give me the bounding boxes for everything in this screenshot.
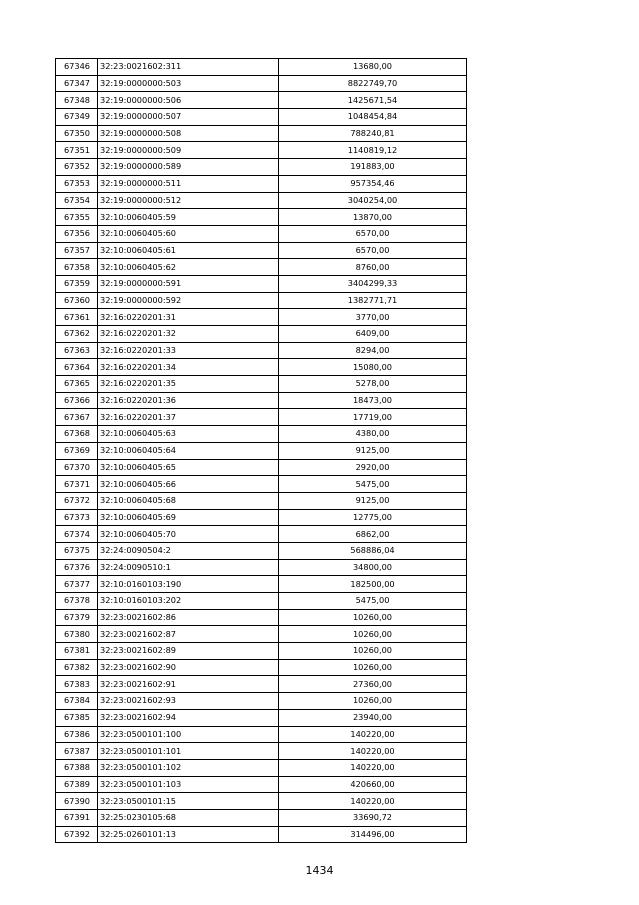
row-number-cell: 67388: [56, 759, 98, 776]
cadastral-value-cell: 957354,46: [279, 175, 467, 192]
cadastral-value-cell: 10260,00: [279, 643, 467, 660]
cadastral-value-cell: 8294,00: [279, 342, 467, 359]
table-row: [56, 576, 467, 593]
cadastral-value-cell: 10260,00: [279, 693, 467, 710]
cadastral-value-cell: 2920,00: [279, 459, 467, 476]
table-row: [56, 92, 467, 109]
table-row: [56, 442, 467, 459]
row-number-cell: 67356: [56, 225, 98, 242]
cadastral-value-cell: 420660,00: [279, 776, 467, 793]
cadastral-number-cell: 32:19:0000000:592: [98, 292, 279, 309]
table-row: [56, 659, 467, 676]
cadastral-number-cell: 32:16:0220201:35: [98, 376, 279, 393]
row-number-cell: 67354: [56, 192, 98, 209]
row-number-cell: 67364: [56, 359, 98, 376]
table-row: [56, 476, 467, 493]
cadastral-number-cell: 32:25:0260101:13: [98, 826, 279, 843]
row-number-cell: 67358: [56, 259, 98, 276]
cadastral-value-cell: 13870,00: [279, 209, 467, 226]
cadastral-value-cell: 568886,04: [279, 542, 467, 559]
cadastral-number-cell: 32:10:0060405:66: [98, 476, 279, 493]
table-row: [56, 759, 467, 776]
cadastral-value-cell: 15080,00: [279, 359, 467, 376]
row-number-cell: 67367: [56, 409, 98, 426]
table-row: [56, 809, 467, 826]
cadastral-number-cell: 32:16:0220201:37: [98, 409, 279, 426]
cadastral-number-cell: 32:10:0060405:70: [98, 526, 279, 543]
cadastral-value-cell: 23940,00: [279, 709, 467, 726]
table-row: [56, 492, 467, 509]
cadastral-value-cell: 10260,00: [279, 626, 467, 643]
table-body: [56, 59, 467, 843]
cadastral-number-cell: 32:10:0060405:61: [98, 242, 279, 259]
row-number-cell: 67346: [56, 59, 98, 76]
cadastral-number-cell: 32:19:0000000:503: [98, 75, 279, 92]
row-number-cell: 67368: [56, 426, 98, 443]
cadastral-value-cell: 10260,00: [279, 659, 467, 676]
cadastral-number-cell: 32:23:0021602:93: [98, 693, 279, 710]
row-number-cell: 67370: [56, 459, 98, 476]
cadastral-value-cell: 1140819,12: [279, 142, 467, 159]
row-number-cell: 67372: [56, 492, 98, 509]
cadastral-number-cell: 32:23:0021602:86: [98, 609, 279, 626]
table-row: [56, 609, 467, 626]
table-row: [56, 125, 467, 142]
cadastral-number-cell: 32:19:0000000:507: [98, 109, 279, 126]
cadastral-number-cell: 32:23:0021602:91: [98, 676, 279, 693]
table-row: [56, 676, 467, 693]
table-row: [56, 175, 467, 192]
cadastral-value-cell: 12775,00: [279, 509, 467, 526]
table-row: [56, 776, 467, 793]
cadastral-number-cell: 32:10:0060405:62: [98, 259, 279, 276]
table-row: [56, 192, 467, 209]
table-row: [56, 526, 467, 543]
table-row: [56, 259, 467, 276]
cadastral-value-cell: 8760,00: [279, 259, 467, 276]
cadastral-number-cell: 32:23:0021602:89: [98, 643, 279, 660]
cadastral-number-cell: 32:10:0060405:68: [98, 492, 279, 509]
table-row: [56, 109, 467, 126]
cadastral-value-cell: 140220,00: [279, 726, 467, 743]
row-number-cell: 67375: [56, 542, 98, 559]
table-row: [56, 292, 467, 309]
cadastral-number-cell: 32:23:0500101:100: [98, 726, 279, 743]
row-number-cell: 67390: [56, 793, 98, 810]
cadastral-value-cell: 1048454,84: [279, 109, 467, 126]
cadastral-value-cell: 5475,00: [279, 476, 467, 493]
cadastral-value-cell: 10260,00: [279, 609, 467, 626]
cadastral-number-cell: 32:16:0220201:36: [98, 392, 279, 409]
row-number-cell: 67353: [56, 175, 98, 192]
row-number-cell: 67352: [56, 159, 98, 176]
table-row: [56, 593, 467, 610]
cadastral-value-cell: 34800,00: [279, 559, 467, 576]
cadastral-value-table: [55, 58, 467, 843]
table-row: [56, 793, 467, 810]
cadastral-value-cell: 140220,00: [279, 793, 467, 810]
row-number-cell: 67369: [56, 442, 98, 459]
cadastral-number-cell: 32:10:0060405:64: [98, 442, 279, 459]
table-row: [56, 159, 467, 176]
row-number-cell: 67386: [56, 726, 98, 743]
row-number-cell: 67349: [56, 109, 98, 126]
cadastral-number-cell: 32:10:0060405:59: [98, 209, 279, 226]
table-row: [56, 559, 467, 576]
cadastral-number-cell: 32:10:0060405:60: [98, 225, 279, 242]
cadastral-value-cell: 5475,00: [279, 593, 467, 610]
cadastral-number-cell: 32:23:0500101:103: [98, 776, 279, 793]
row-number-cell: 67385: [56, 709, 98, 726]
row-number-cell: 67359: [56, 275, 98, 292]
cadastral-value-cell: 3040254,00: [279, 192, 467, 209]
table-row: [56, 309, 467, 326]
table-row: [56, 459, 467, 476]
cadastral-value-cell: 6862,00: [279, 526, 467, 543]
cadastral-number-cell: 32:23:0500101:101: [98, 743, 279, 760]
cadastral-number-cell: 32:16:0220201:32: [98, 326, 279, 343]
cadastral-number-cell: 32:10:0060405:63: [98, 426, 279, 443]
table-row: [56, 426, 467, 443]
cadastral-value-cell: 8822749,70: [279, 75, 467, 92]
table-row: [56, 359, 467, 376]
table-row: [56, 225, 467, 242]
cadastral-number-cell: 32:19:0000000:509: [98, 142, 279, 159]
cadastral-number-cell: 32:23:0021602:90: [98, 659, 279, 676]
table-row: [56, 709, 467, 726]
cadastral-value-cell: 4380,00: [279, 426, 467, 443]
row-number-cell: 67374: [56, 526, 98, 543]
row-number-cell: 67377: [56, 576, 98, 593]
row-number-cell: 67376: [56, 559, 98, 576]
table-row: [56, 826, 467, 843]
table-row: [56, 326, 467, 343]
row-number-cell: 67391: [56, 809, 98, 826]
row-number-cell: 67382: [56, 659, 98, 676]
row-number-cell: 67384: [56, 693, 98, 710]
cadastral-number-cell: 32:10:0060405:69: [98, 509, 279, 526]
row-number-cell: 67360: [56, 292, 98, 309]
cadastral-value-cell: 13680,00: [279, 59, 467, 76]
table-row: [56, 626, 467, 643]
row-number-cell: 67347: [56, 75, 98, 92]
cadastral-number-cell: 32:19:0000000:512: [98, 192, 279, 209]
row-number-cell: 67361: [56, 309, 98, 326]
table-row: [56, 376, 467, 393]
cadastral-number-cell: 32:19:0000000:508: [98, 125, 279, 142]
table-row: [56, 209, 467, 226]
table-row: [56, 275, 467, 292]
cadastral-value-cell: 17719,00: [279, 409, 467, 426]
cadastral-number-cell: 32:23:0500101:15: [98, 793, 279, 810]
cadastral-value-cell: 3770,00: [279, 309, 467, 326]
cadastral-number-cell: 32:24:0090510:1: [98, 559, 279, 576]
cadastral-number-cell: 32:16:0220201:34: [98, 359, 279, 376]
page-number: 1434: [305, 864, 334, 877]
row-number-cell: 67355: [56, 209, 98, 226]
row-number-cell: 67371: [56, 476, 98, 493]
cadastral-number-cell: 32:23:0021602:94: [98, 709, 279, 726]
row-number-cell: 67373: [56, 509, 98, 526]
cadastral-value-cell: 6570,00: [279, 242, 467, 259]
table-row: [56, 142, 467, 159]
cadastral-number-cell: 32:19:0000000:506: [98, 92, 279, 109]
row-number-cell: 67363: [56, 342, 98, 359]
cadastral-value-cell: 788240,81: [279, 125, 467, 142]
row-number-cell: 67380: [56, 626, 98, 643]
cadastral-number-cell: 32:10:0060405:65: [98, 459, 279, 476]
cadastral-value-cell: 3404299,33: [279, 275, 467, 292]
cadastral-value-cell: 9125,00: [279, 492, 467, 509]
cadastral-value-cell: 6409,00: [279, 326, 467, 343]
cadastral-number-cell: 32:16:0220201:33: [98, 342, 279, 359]
cadastral-number-cell: 32:16:0220201:31: [98, 309, 279, 326]
table-row: [56, 693, 467, 710]
cadastral-value-cell: 18473,00: [279, 392, 467, 409]
cadastral-value-cell: 1425671,54: [279, 92, 467, 109]
cadastral-value-cell: 9125,00: [279, 442, 467, 459]
row-number-cell: 67383: [56, 676, 98, 693]
table-row: [56, 242, 467, 259]
row-number-cell: 67381: [56, 643, 98, 660]
table-row: [56, 342, 467, 359]
cadastral-number-cell: 32:19:0000000:511: [98, 175, 279, 192]
cadastral-number-cell: 32:19:0000000:591: [98, 275, 279, 292]
row-number-cell: 67348: [56, 92, 98, 109]
table-row: [56, 392, 467, 409]
table-row: [56, 75, 467, 92]
table-row: [56, 542, 467, 559]
row-number-cell: 67351: [56, 142, 98, 159]
row-number-cell: 67379: [56, 609, 98, 626]
cadastral-value-cell: 191883,00: [279, 159, 467, 176]
row-number-cell: 67392: [56, 826, 98, 843]
table-row: [56, 509, 467, 526]
table-row: [56, 743, 467, 760]
cadastral-value-cell: 27360,00: [279, 676, 467, 693]
row-number-cell: 67362: [56, 326, 98, 343]
cadastral-value-cell: 140220,00: [279, 759, 467, 776]
cadastral-number-cell: 32:23:0021602:311: [98, 59, 279, 76]
cadastral-number-cell: 32:10:0160103:202: [98, 593, 279, 610]
cadastral-number-cell: 32:23:0500101:102: [98, 759, 279, 776]
cadastral-value-cell: 33690,72: [279, 809, 467, 826]
cadastral-number-cell: 32:24:0090504:2: [98, 542, 279, 559]
cadastral-value-cell: 182500,00: [279, 576, 467, 593]
cadastral-number-cell: 32:25:0230105:68: [98, 809, 279, 826]
row-number-cell: 67365: [56, 376, 98, 393]
row-number-cell: 67350: [56, 125, 98, 142]
row-number-cell: 67378: [56, 593, 98, 610]
row-number-cell: 67366: [56, 392, 98, 409]
table-row: [56, 59, 467, 76]
cadastral-number-cell: 32:23:0021602:87: [98, 626, 279, 643]
row-number-cell: 67389: [56, 776, 98, 793]
table-row: [56, 643, 467, 660]
cadastral-number-cell: 32:10:0160103:190: [98, 576, 279, 593]
table-row: [56, 726, 467, 743]
row-number-cell: 67357: [56, 242, 98, 259]
cadastral-value-cell: 140220,00: [279, 743, 467, 760]
cadastral-number-cell: 32:19:0000000:589: [98, 159, 279, 176]
cadastral-value-cell: 6570,00: [279, 225, 467, 242]
cadastral-value-cell: 5278,00: [279, 376, 467, 393]
cadastral-value-cell: 1382771,71: [279, 292, 467, 309]
cadastral-value-cell: 314496,00: [279, 826, 467, 843]
table-row: [56, 409, 467, 426]
row-number-cell: 67387: [56, 743, 98, 760]
